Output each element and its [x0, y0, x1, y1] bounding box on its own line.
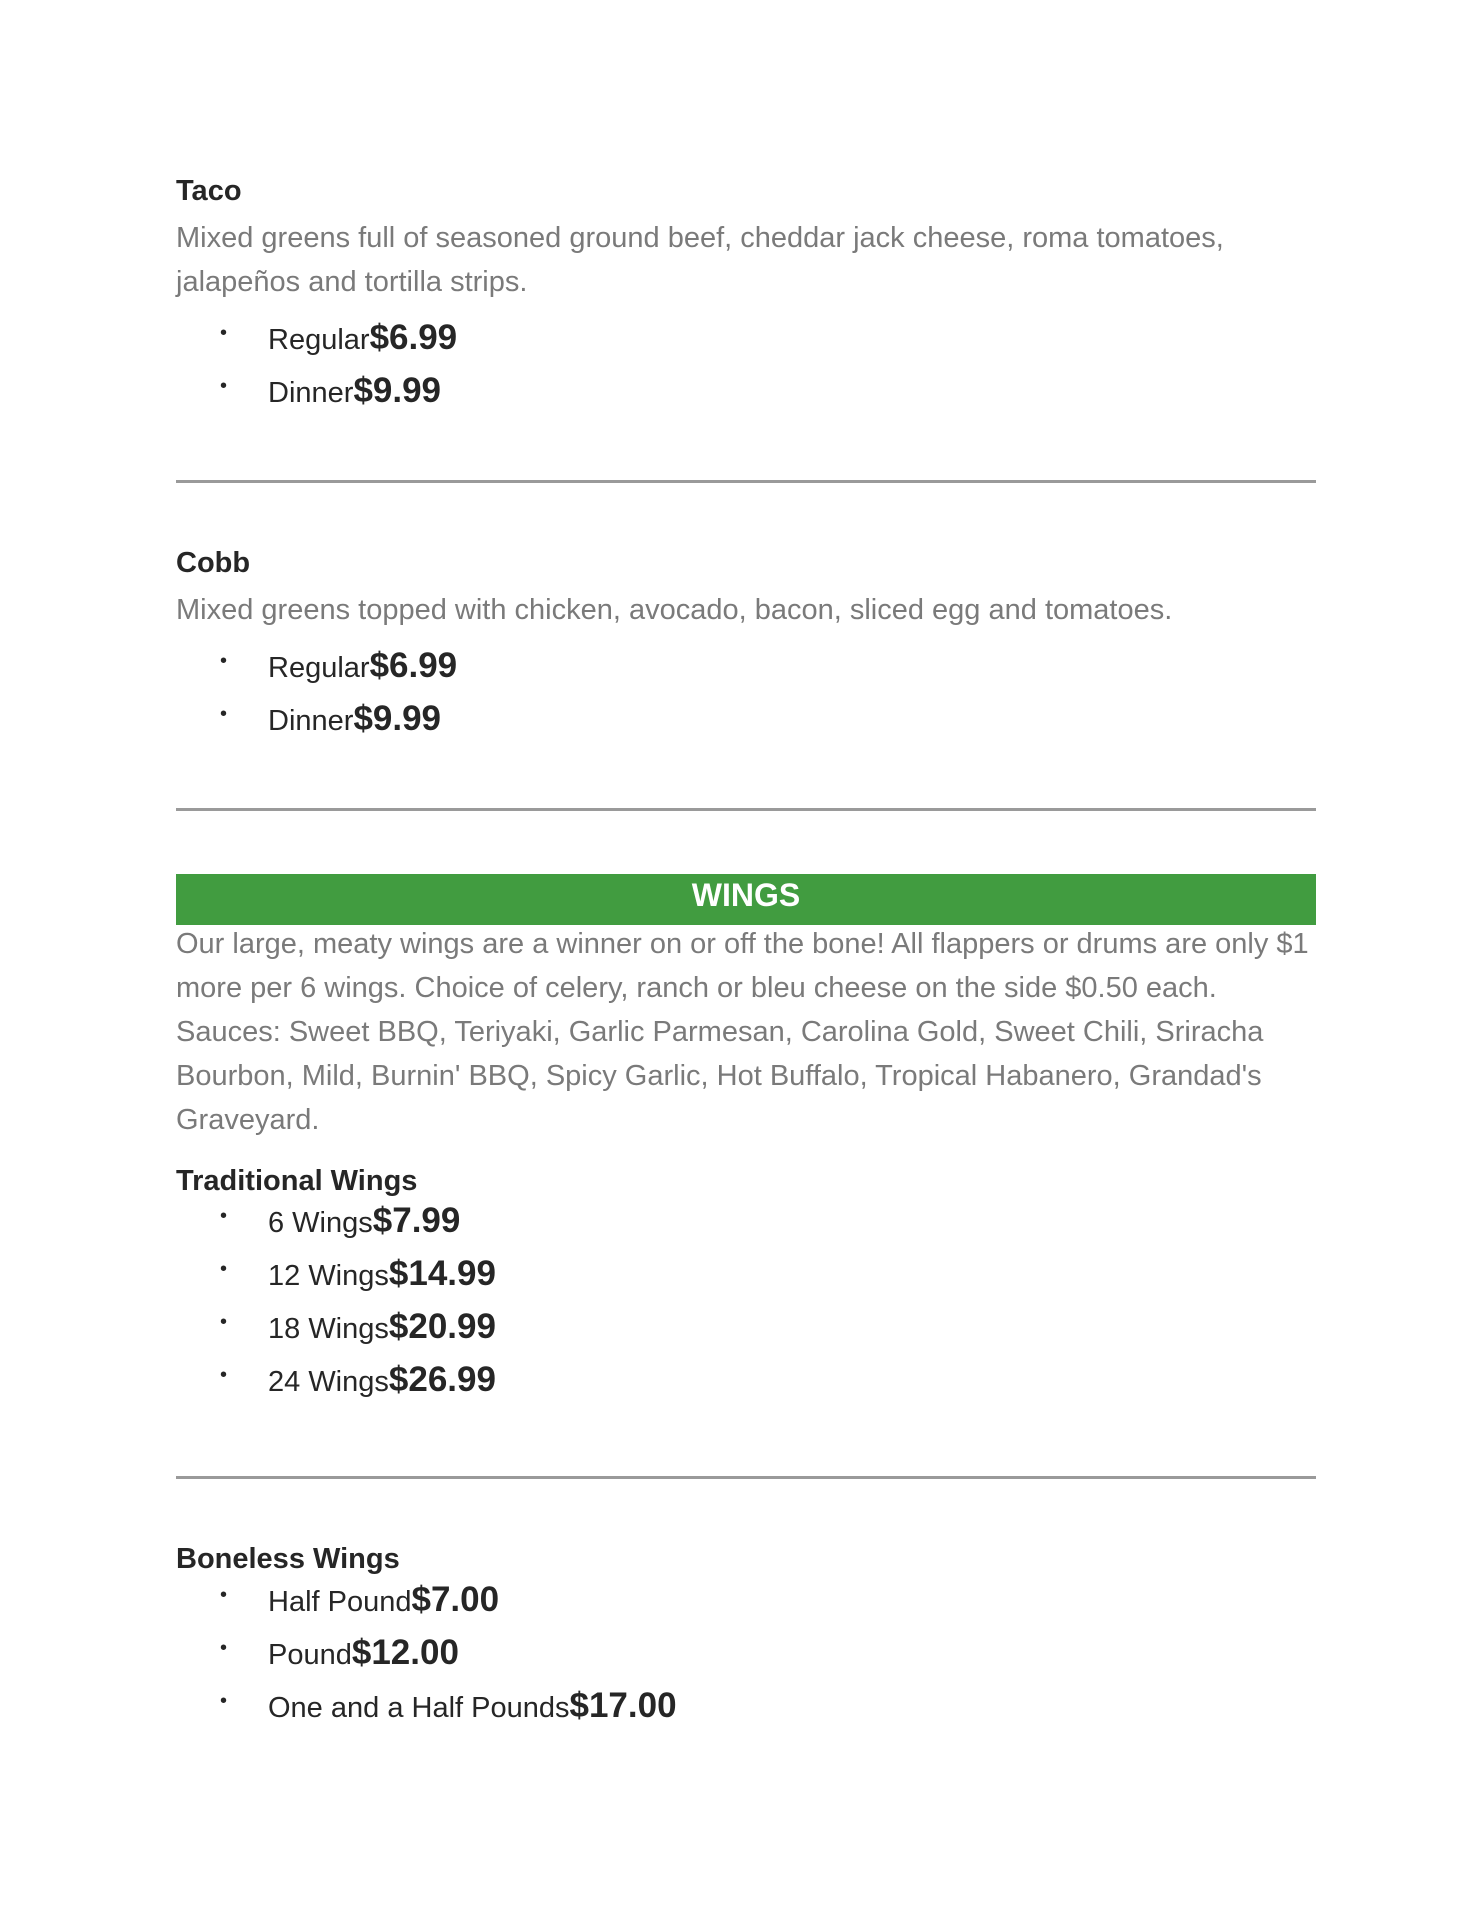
option-price: $26.99: [388, 1360, 496, 1399]
price-option: [176, 1254, 496, 1307]
option-price: $14.99: [388, 1254, 496, 1293]
bullet-icon: •: [220, 322, 228, 344]
option-price: $9.99: [353, 699, 442, 738]
bullet-icon: •: [220, 1311, 228, 1333]
bullet-icon: •: [220, 1584, 228, 1606]
bullet-icon: •: [220, 1690, 228, 1712]
option-label: Regular: [268, 324, 370, 356]
price-option: [176, 1580, 677, 1633]
bullet-icon: •: [220, 1364, 228, 1386]
price-list-cobb: [176, 646, 457, 752]
price-option: [176, 1201, 496, 1254]
bullet-icon: •: [220, 375, 228, 397]
price-option: [176, 318, 457, 371]
wings-section-description: Our large, meaty wings are a winner on or off the bone! All flappers or drums are only $1 more per 6 wings. Choice of celery, ranch or bleu cheese on the side $0.50 each. Sauces: Sweet BBQ, Teriyaki, Garlic Parmesan, Carolina Gold, Sweet Chili, Sriracha Bourbon, Mild, Burnin' BBQ, Spicy Garlic, Hot Buffalo, Tropical Habanero, Grandad's Graveyard.: [176, 928, 1309, 1136]
bullet-icon: •: [220, 703, 228, 725]
option-label: 18 Wings: [268, 1313, 389, 1345]
bullet-icon: •: [220, 650, 228, 672]
option-price: $6.99: [369, 318, 458, 357]
option-label: One and a Half Pounds: [268, 1692, 570, 1724]
price-option: [176, 371, 457, 424]
option-price: $17.00: [569, 1686, 677, 1725]
option-label: Dinner: [268, 705, 354, 737]
bullet-icon: •: [220, 1205, 228, 1227]
wings-section-heading: WINGS: [176, 874, 1316, 925]
option-price: $6.99: [369, 646, 458, 685]
option-label: 24 Wings: [268, 1366, 389, 1398]
option-label: 12 Wings: [268, 1260, 389, 1292]
bullet-icon: •: [220, 1637, 228, 1659]
item-title-taco: Taco: [176, 175, 242, 207]
option-label: Pound: [268, 1639, 352, 1671]
price-option: [176, 1360, 496, 1413]
option-label: Regular: [268, 652, 370, 684]
item-description-taco: Mixed greens full of seasoned ground beef, cheddar jack cheese, roma tomatoes, jalapeños and tortilla strips.: [176, 222, 1224, 298]
item-description-cobb: Mixed greens topped with chicken, avocado, bacon, sliced egg and tomatoes.: [176, 594, 1173, 626]
option-price: $9.99: [353, 371, 442, 410]
bullet-icon: •: [220, 1258, 228, 1280]
item-title-boneless-wings: Boneless Wings: [176, 1543, 400, 1575]
option-label: Dinner: [268, 377, 354, 409]
option-price: $7.99: [372, 1201, 461, 1240]
option-label: Half Pound: [268, 1586, 412, 1618]
option-price: $20.99: [388, 1307, 496, 1346]
price-list-traditional-wings: [176, 1201, 496, 1413]
section-divider: [176, 480, 1316, 483]
price-option: [176, 1633, 677, 1686]
price-option: [176, 1307, 496, 1360]
option-label: 6 Wings: [268, 1207, 373, 1239]
price-list-taco: [176, 318, 457, 424]
price-option: [176, 1686, 677, 1739]
section-divider: [176, 808, 1316, 811]
price-option: [176, 646, 457, 699]
option-price: $7.00: [411, 1580, 500, 1619]
section-divider: [176, 1476, 1316, 1479]
item-title-traditional-wings: Traditional Wings: [176, 1165, 418, 1197]
price-option: [176, 699, 457, 752]
item-title-cobb: Cobb: [176, 547, 251, 579]
option-price: $12.00: [351, 1633, 459, 1672]
price-list-boneless-wings: [176, 1580, 677, 1739]
